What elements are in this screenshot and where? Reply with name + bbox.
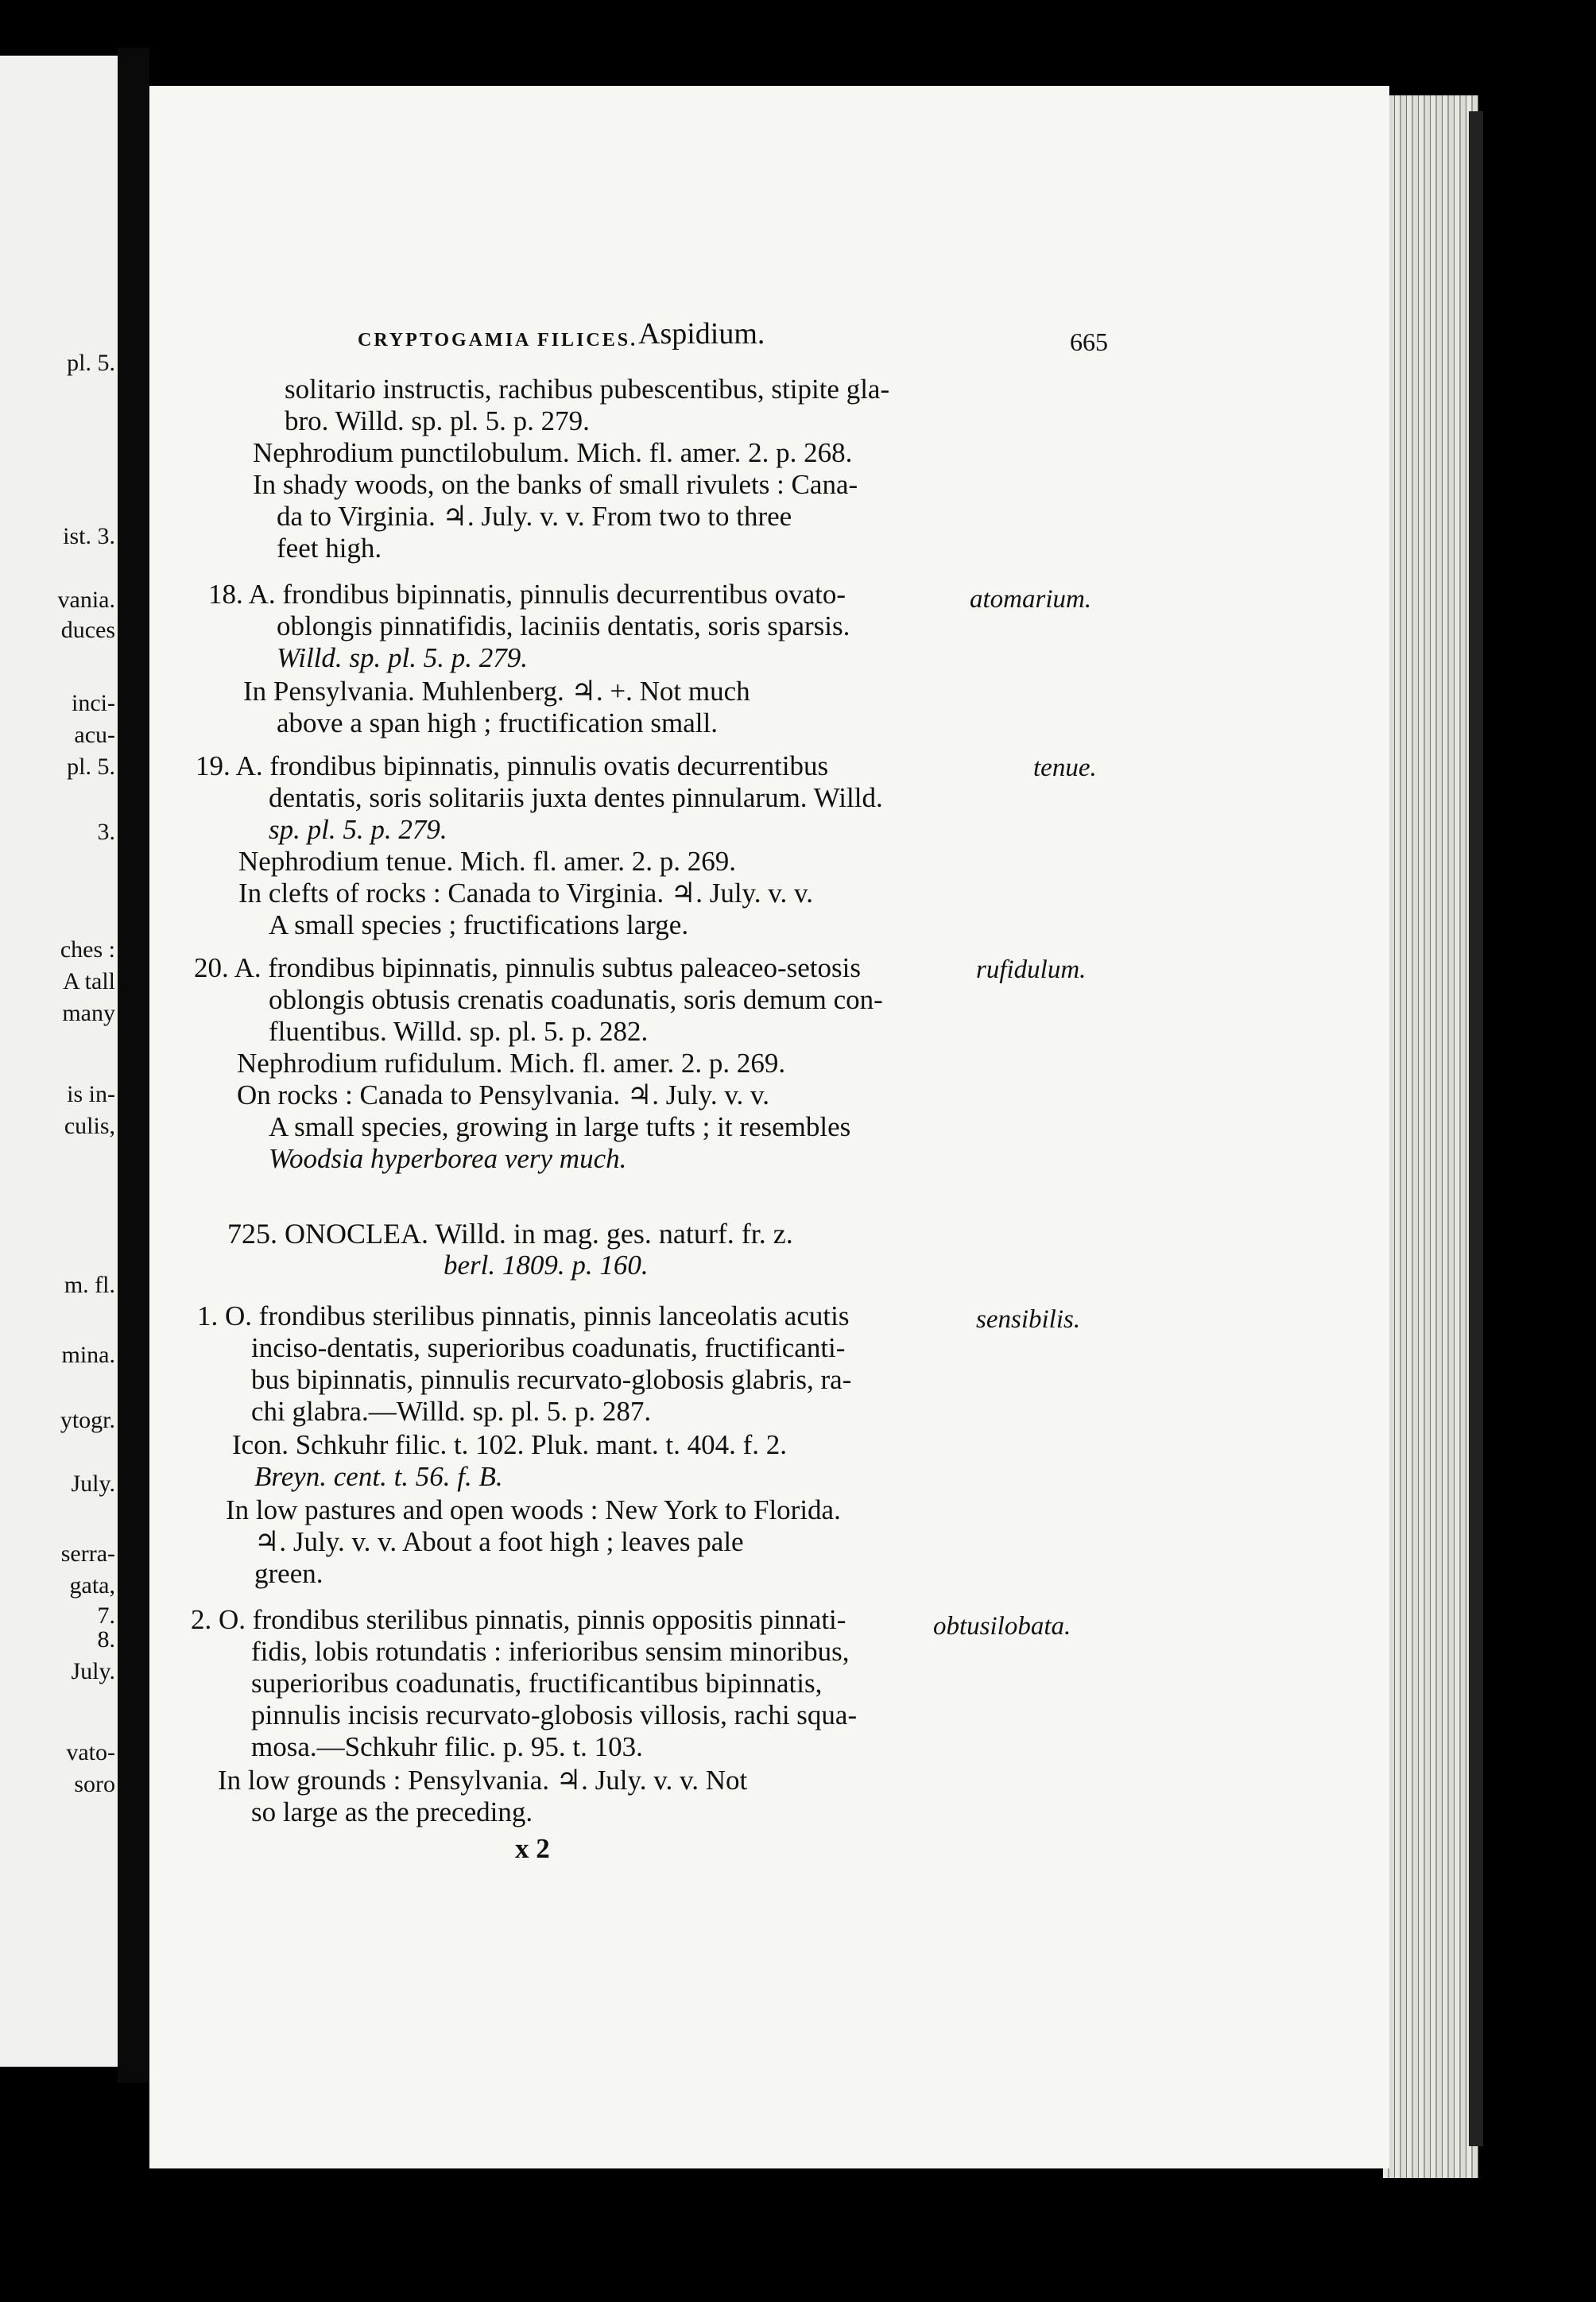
entry-20-line: On rocks : Canada to Pensylvania. ♃. July. v. v. (237, 1079, 770, 1110)
left-fragment: 7. (97, 1602, 115, 1629)
onoclea-2-line: 2. O. frondibus sterilibus pinnatis, pinnis oppositis pinnati- (191, 1604, 846, 1635)
left-fragment: mina. (61, 1342, 115, 1368)
facing-page-fragment (0, 56, 118, 2067)
entry-18-line: In Pensylvania. Muhlenberg. ♃. +. Not much (243, 676, 750, 707)
onoclea-2-line: so large as the preceding. (251, 1796, 533, 1827)
entry-20-line: Woodsia hyperborea very much. (269, 1143, 627, 1174)
species-name-sensibilis: sensibilis. (976, 1305, 1081, 1334)
entry-20-line: fluentibus. Willd. sp. pl. 5. p. 282. (269, 1016, 649, 1047)
left-fragment: serra- (60, 1540, 115, 1567)
left-fragment: 8. (97, 1626, 115, 1653)
page-edges (1383, 95, 1478, 2178)
onoclea-2-line: In low grounds : Pensylvania. ♃. July. v. v. Not (218, 1765, 748, 1796)
book-gutter (118, 48, 149, 2083)
onoclea-2-line: fidis, lobis rotundatis : inferioribus sensim minoribus, (251, 1636, 850, 1667)
onoclea-1-line: In low pastures and open woods : New York to Florida. (226, 1494, 841, 1525)
left-fragment: acu- (74, 722, 115, 748)
onoclea-1-line: bus bipinnatis, pinnulis recurvato-globosis glabris, ra- (251, 1364, 852, 1395)
genus-heading: 725. ONOCLEA. Willd. in mag. ges. naturf. fr. z. (227, 1218, 793, 1250)
onoclea-1-line: ♃. July. v. v. About a foot high ; leaves pale (254, 1526, 744, 1557)
entry-20-line: 20. A. frondibus bipinnatis, pinnulis subtus paleaceo-setosis (194, 952, 861, 983)
entry-18-line: above a span high ; fructification small. (277, 707, 718, 738)
onoclea-1-line: Icon. Schkuhr filic. t. 102. Pluk. mant. t. 404. f. 2. (232, 1429, 787, 1460)
entry-18-line: 18. A. frondibus bipinnatis, pinnulis decurrentibus ovato- (208, 579, 846, 610)
left-fragment: vato- (66, 1739, 115, 1765)
left-fragment: July. (71, 1658, 115, 1684)
entry-20-line: Nephrodium rufidulum. Mich. fl. amer. 2. p. 269. (237, 1048, 786, 1079)
entry-19-line: A small species ; fructifications large. (269, 909, 689, 940)
left-fragment: gata, (69, 1572, 115, 1599)
text-line: solitario instructis, rachibus pubescentibus, stipite gla- (285, 374, 890, 405)
left-fragment: A tall (63, 968, 115, 994)
species-name-rufidulum: rufidulum. (976, 955, 1087, 984)
entry-18-line: Willd. sp. pl. 5. p. 279. (277, 642, 528, 673)
left-fragment: vania. (57, 587, 115, 613)
entry-20-line: A small species, growing in large tufts ; it resembles (269, 1111, 851, 1142)
text-line: Nephrodium punctilobulum. Mich. fl. amer. 2. p. 268. (253, 437, 853, 468)
species-name-atomarium: atomarium. (970, 585, 1092, 614)
onoclea-1-line: chi glabra.—Willd. sp. pl. 5. p. 287. (251, 1396, 652, 1427)
entry-19-line: 19. A. frondibus bipinnatis, pinnulis ovatis decurrentibus (196, 750, 829, 781)
text-line: da to Virginia. ♃. July. v. v. From two to three (277, 501, 792, 532)
edge-shadow (1469, 111, 1483, 2146)
left-fragment: pl. 5. (67, 350, 115, 376)
entry-18-line: oblongis pinnatifidis, laciniis dentatis, soris sparsis. (277, 610, 850, 641)
left-fragment: July. (71, 1471, 115, 1497)
onoclea-1-line: inciso-dentatis, superioribus coadunatis, fructificanti- (251, 1332, 846, 1363)
running-head: CRYPTOGAMIA FILICES. (358, 330, 638, 351)
genus-heading-cont: berl. 1809. p. 160. (444, 1250, 649, 1281)
left-fragment: inci- (72, 690, 115, 716)
left-fragment: m. fl. (64, 1272, 115, 1298)
signature-mark: x 2 (515, 1833, 550, 1864)
onoclea-1-line: 1. O. frondibus sterilibus pinnatis, pinnis lanceolatis acutis (197, 1300, 850, 1331)
entry-19-line: sp. pl. 5. p. 279. (269, 814, 447, 845)
onoclea-1-line: Breyn. cent. t. 56. f. B. (254, 1461, 503, 1492)
left-fragment: many (62, 1000, 115, 1026)
left-fragment: soro (74, 1771, 115, 1797)
text-line: feet high. (277, 533, 382, 564)
text-line: In shady woods, on the banks of small rivulets : Cana- (253, 469, 858, 500)
species-name-obtusilobata: obtusilobata. (933, 1612, 1071, 1641)
left-fragment: is in- (67, 1081, 115, 1107)
onoclea-2-line: pinnulis incisis recurvato-globosis villosis, rachi squa- (251, 1699, 858, 1730)
left-fragment: ytogr. (60, 1407, 115, 1433)
species-name-tenue: tenue. (1033, 754, 1097, 782)
onoclea-2-line: superioribus coadunatis, fructificantibus bipinnatis, (251, 1668, 823, 1699)
page-number: 665 (1070, 327, 1108, 356)
entry-20-line: oblongis obtusis crenatis coadunatis, soris demum con- (269, 984, 883, 1015)
left-fragment: ist. 3. (63, 523, 115, 549)
main-page (149, 86, 1389, 2168)
entry-19-line: dentatis, soris solitariis juxta dentes pinnularum. Willd. (269, 782, 883, 813)
left-fragment: ches : (60, 936, 115, 963)
left-fragment: duces (60, 617, 115, 643)
left-fragment: culis, (64, 1113, 115, 1139)
left-fragment: 3. (97, 819, 115, 845)
left-fragment: pl. 5. (67, 754, 115, 780)
onoclea-1-line: green. (254, 1558, 323, 1589)
running-genus: Aspidium. (638, 317, 765, 351)
text-line: bro. Willd. sp. pl. 5. p. 279. (285, 405, 590, 436)
onoclea-2-line: mosa.—Schkuhr filic. p. 95. t. 103. (251, 1731, 643, 1762)
entry-19-line: Nephrodium tenue. Mich. fl. amer. 2. p. 269. (238, 846, 736, 877)
entry-19-line: In clefts of rocks : Canada to Virginia. ♃. July. v. v. (238, 878, 813, 909)
